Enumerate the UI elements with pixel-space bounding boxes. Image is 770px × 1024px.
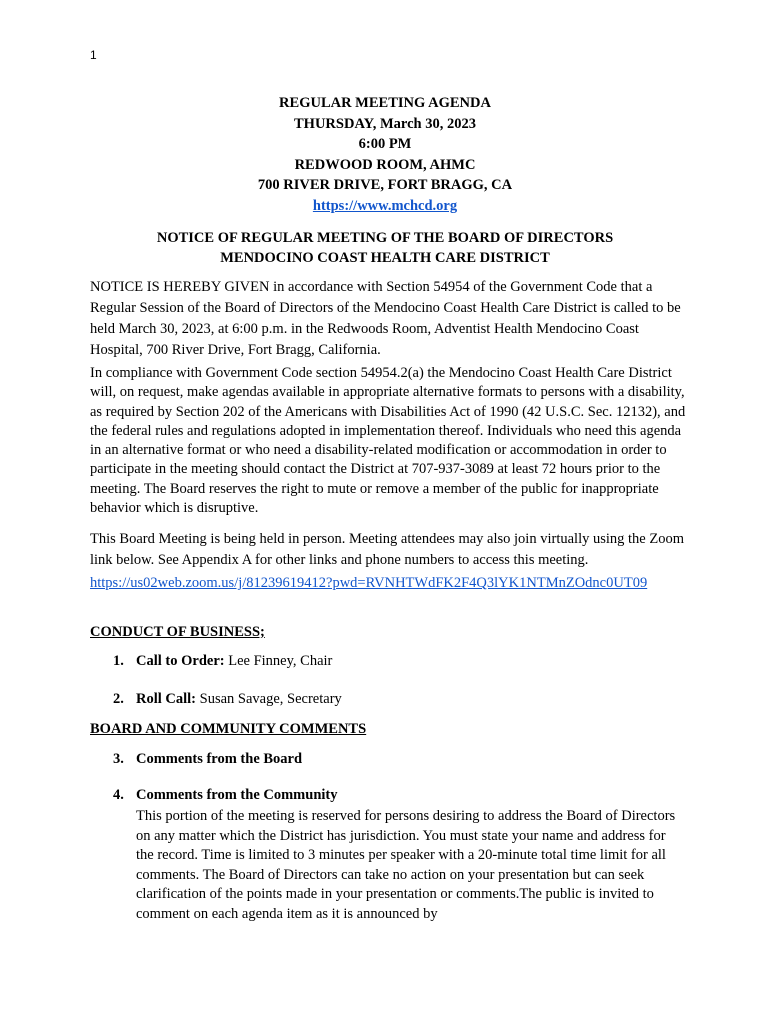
notice-title — [0, 228, 770, 268]
section-board-community-comments: BOARD AND COMMUNITY COMMENTS — [90, 721, 367, 737]
notice-paragraph: NOTICE IS HEREBY GIVEN in accordance with Section 54954 of the Government Code that a Regular Session of the Board of Directors of the Mendocino Coast Health Care District is called to be held March 30, 2023, at 6:00 p.m. in the Redwoods Room, Adventist Health Mendocino Coast Hospital, 700 River Drive, Fort Bragg, California. — [90, 279, 681, 358]
item-label: Call to Order: — [136, 653, 225, 669]
item-label: Comments from the Board — [136, 751, 303, 767]
zoom-link[interactable]: https://us02web.zoom.us/j/81239619412?pwd=RVNHTWdFK2F4Q3lYK1NTMnZOdnc0UT09 — [90, 575, 648, 591]
notice-title-line-1: NOTICE OF REGULAR MEETING OF THE BOARD OF DIRECTORS — [156, 230, 614, 246]
agenda-item-board-comments — [113, 751, 302, 768]
item-number: 1. — [113, 653, 124, 669]
header-date: THURSDAY, March 30, 2023 — [294, 115, 476, 132]
accessibility-paragraph: In compliance with Government Code section 54954.2(a) the Mendocino Coast Health Care District will, on request, make agendas available in appropriate alternative formats to persons with a disability, as required by Section 202 of the Americans with Disabilities Act of 1990 (42 U.S.C. Sec. 12132), and the federal rules and regulations adopted in implementation thereof. Individuals who need this agenda in an alternative format or who need a disability-related modification or accommodation in order to participate in the meeting should contact the District at 707-937-3089 at least 72 hours prior to the meeting. The Board reserves the right to mute or remove a member of the public for inappropriate behavior which is disruptive. — [90, 365, 686, 517]
item-detail: Susan Savage, Secretary — [196, 691, 342, 707]
zoom-paragraph: This Board Meeting is being held in person. Meeting attendees may also join virtually using the Zoom link below. See Appendix A for other links and phone numbers to access this meeting. — [90, 531, 684, 568]
agenda-header — [0, 93, 770, 216]
agenda-item-roll-call — [113, 691, 342, 708]
header-address: 700 RIVER DRIVE, FORT BRAGG, CA — [257, 177, 513, 193]
item-detail: Lee Finney, Chair — [224, 653, 333, 669]
item-label: Roll Call: — [136, 691, 197, 707]
item-label: Comments from the Community — [136, 787, 338, 803]
agenda-item-community-comments — [113, 787, 338, 804]
item-number: 3. — [113, 751, 124, 767]
item-number: 4. — [113, 787, 124, 803]
header-location: REDWOOD ROOM, AHMC — [294, 156, 476, 173]
header-time: 6:00 PM — [358, 136, 412, 152]
community-comments-description: This portion of the meeting is reserved for persons desiring to address the Board of Directors on any matter which the District has jurisdiction. You must state your name and address for the record. Time is limited to 3 minutes per speaker with a 20-minute total time limit for all comments. The Board of Directors can take no action on your presentation but can seek clarification of the points made in your presentation or comments.The public is invited to comment on each agenda item as it is announced by — [136, 808, 676, 922]
website-link[interactable]: https://www.mchcd.org — [312, 197, 458, 214]
page-number: 1 — [90, 48, 97, 62]
item-number: 2. — [113, 691, 124, 707]
agenda-item-call-to-order — [113, 653, 332, 670]
notice-title-line-2: MENDOCINO COAST HEALTH CARE DISTRICT — [220, 250, 550, 266]
section-conduct-of-business: CONDUCT OF BUSINESS; — [90, 624, 265, 640]
header-title: REGULAR MEETING AGENDA — [279, 95, 491, 111]
